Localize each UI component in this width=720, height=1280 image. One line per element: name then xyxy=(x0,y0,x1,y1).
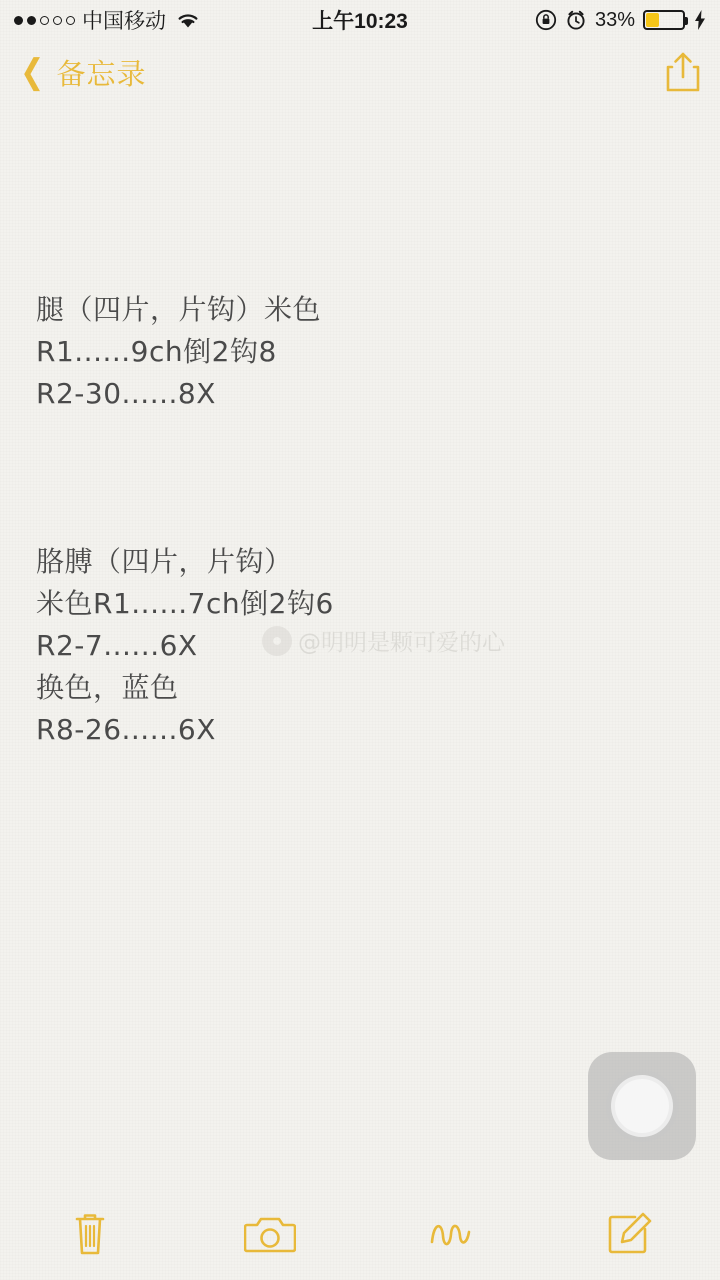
camera-button[interactable] xyxy=(180,1213,360,1255)
signal-dot xyxy=(40,16,49,25)
alarm-clock-icon xyxy=(565,9,587,31)
note-line: R8-26......6X xyxy=(36,713,216,746)
note-line: R2-30......8X xyxy=(36,377,216,410)
battery-percentage: 33% xyxy=(594,8,635,31)
note-line: 腿（四片，片钩）米色 xyxy=(36,293,322,326)
status-bar-right xyxy=(535,9,706,32)
share-button[interactable] xyxy=(664,50,702,94)
signal-dot xyxy=(53,16,62,25)
note-line: 换色，蓝色 xyxy=(36,671,179,704)
lightning-bolt-icon xyxy=(694,10,706,30)
note-line: R2-7......6X xyxy=(36,629,198,662)
weibo-logo-icon: ● xyxy=(262,626,292,656)
draw-button[interactable] xyxy=(360,1214,540,1254)
chevron-left-icon: ❮ xyxy=(20,53,45,91)
compose-button[interactable] xyxy=(540,1211,720,1257)
signal-dot xyxy=(66,16,75,25)
battery-icon xyxy=(643,10,685,30)
wifi-icon xyxy=(175,10,201,30)
trash-icon xyxy=(70,1211,110,1257)
signal-strength-dots xyxy=(14,16,75,25)
assistive-touch-ring xyxy=(611,1075,673,1137)
note-line: 米色R1......7ch倒2钩6 xyxy=(36,587,334,620)
watermark-text: @明明是颗可爱的心 xyxy=(298,630,505,656)
share-upload-icon xyxy=(664,50,702,94)
navigation-bar xyxy=(0,40,720,104)
status-bar-clock: 上午10:23 xyxy=(312,10,408,33)
carrier-label: 中国移动 xyxy=(82,10,166,33)
camera-icon xyxy=(244,1213,296,1255)
assistive-touch-icon[interactable] xyxy=(588,1052,696,1160)
signal-dot xyxy=(27,16,36,25)
note-line: R1......9ch倒2钩8 xyxy=(36,335,277,368)
compose-icon xyxy=(607,1211,653,1257)
note-line: 胳膊（四片，片钩） xyxy=(36,545,293,578)
bottom-toolbar xyxy=(0,1188,720,1280)
note-paragraph xyxy=(36,289,684,415)
signal-dot xyxy=(14,16,23,25)
note-content[interactable] xyxy=(0,104,720,1188)
delete-button[interactable] xyxy=(0,1211,180,1257)
note-paragraph xyxy=(36,541,684,751)
squiggle-draw-icon xyxy=(422,1214,478,1254)
back-button-label: 备忘录 xyxy=(56,58,147,91)
status-bar-left xyxy=(14,5,201,35)
back-button[interactable] xyxy=(18,52,147,93)
status-bar xyxy=(0,0,720,40)
rotation-lock-icon xyxy=(535,9,557,31)
